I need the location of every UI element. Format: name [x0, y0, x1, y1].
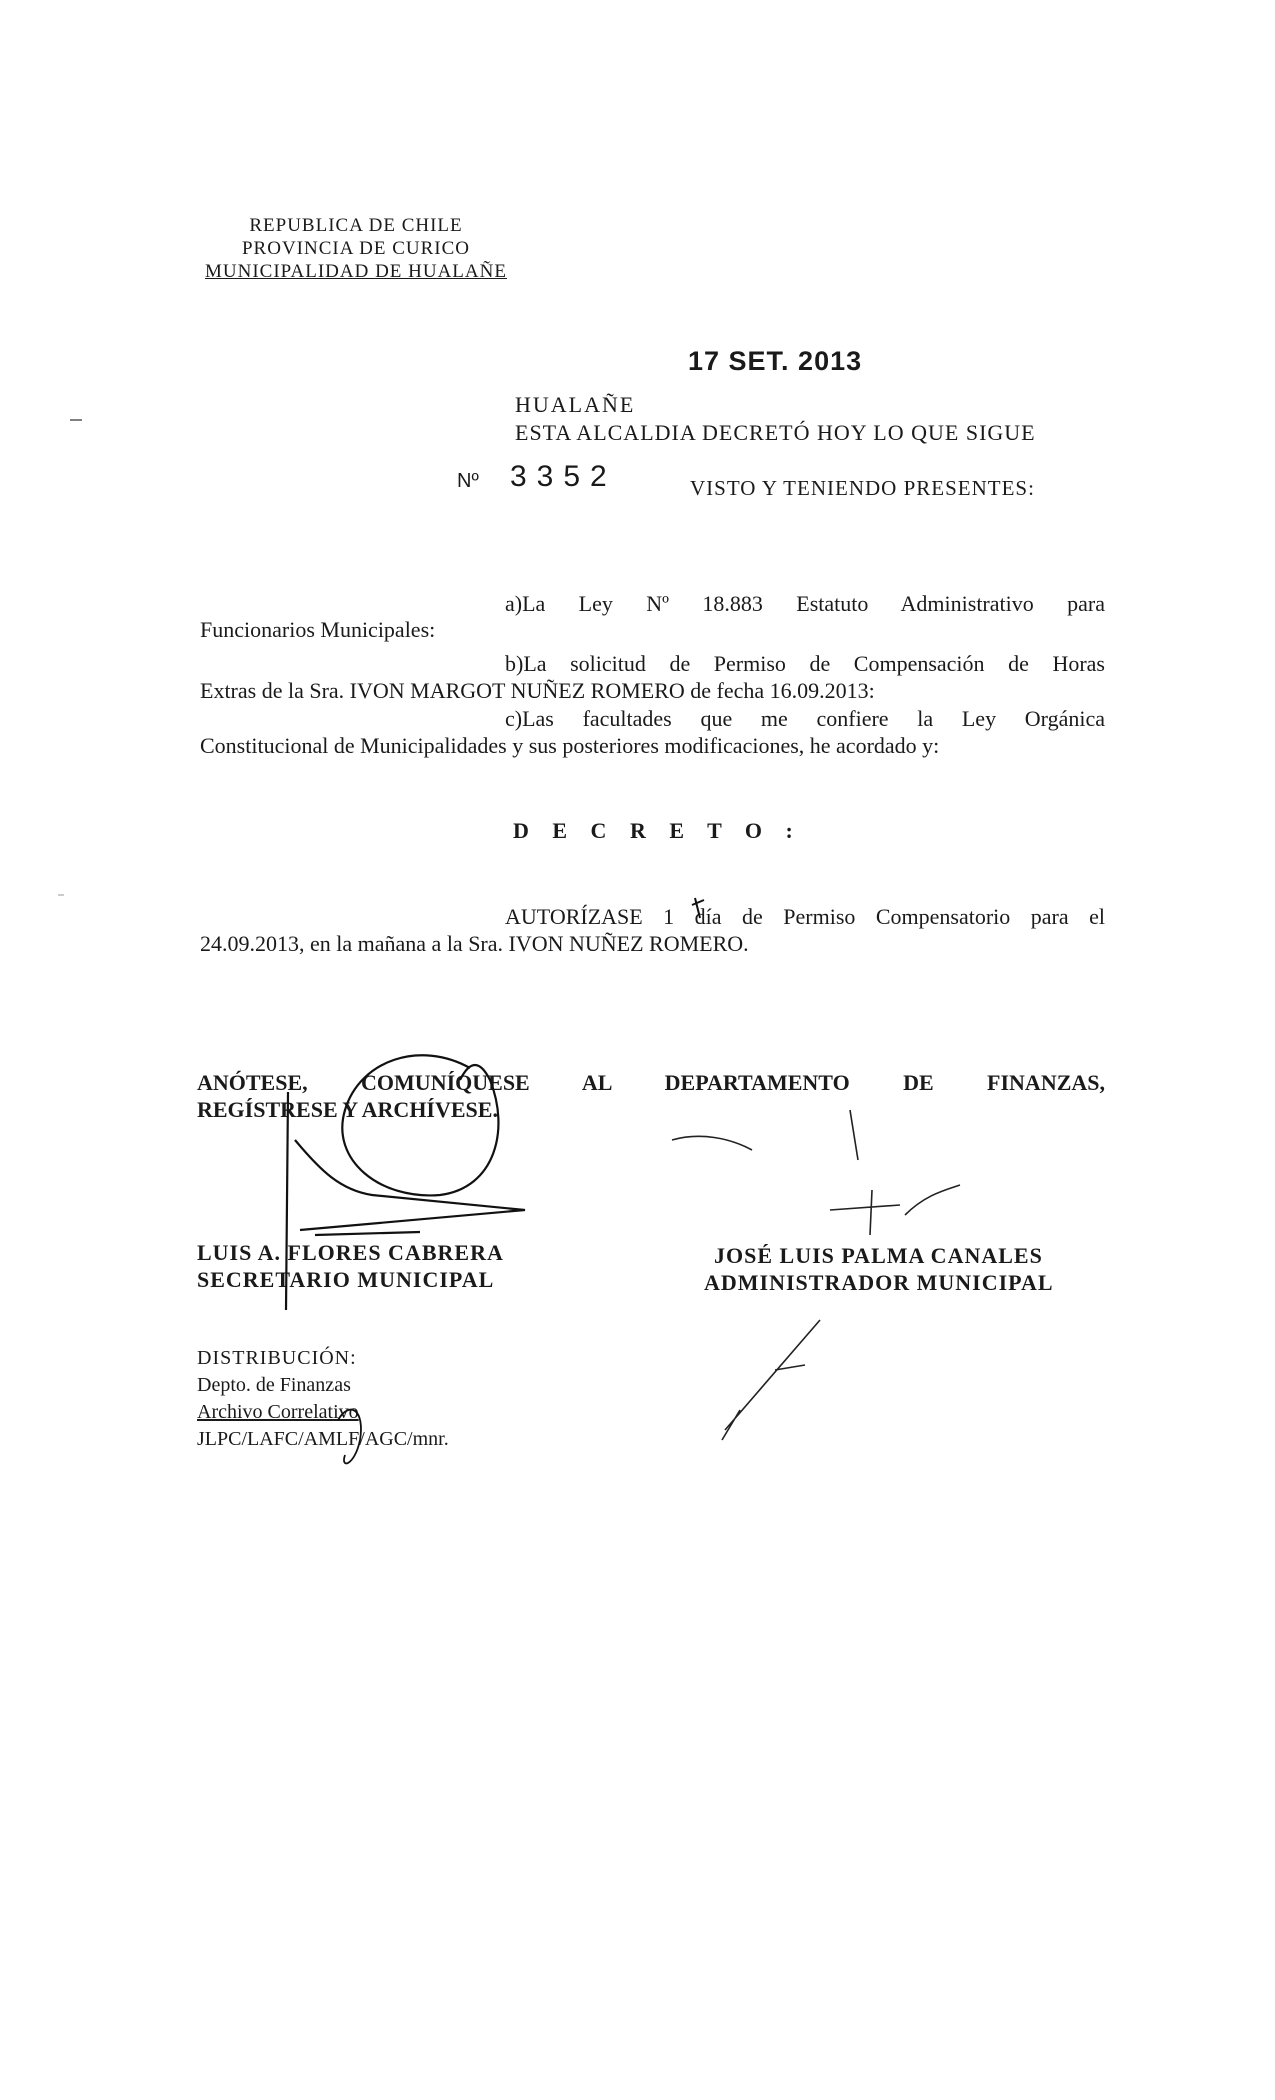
decreto-heading: D E C R E T O :	[513, 818, 802, 843]
consideration-c-end: Constitucional de Municipalidades y sus posteriores modificaciones, he acordado y:	[200, 733, 940, 758]
distribution-heading: DISTRIBUCIÓN:	[197, 1347, 357, 1369]
signatory-2-title: ADMINISTRADOR MUNICIPAL	[704, 1270, 1054, 1295]
resolution-end: 24.09.2013, en la mañana a la Sra. IVON NUÑEZ ROMERO.	[200, 931, 749, 956]
letterhead-municipality: MUNICIPALIDAD DE HUALAÑE	[205, 261, 507, 282]
consideration-a-end: Funcionarios Municipales:	[200, 617, 436, 642]
resolution-start: AUTORÍZASE 1 día de Permiso Compensatorio para el	[505, 904, 1105, 929]
distribution-item-archivo: Archivo Correlativo	[197, 1401, 359, 1423]
letterhead-province: PROVINCIA DE CURICO	[241, 238, 471, 259]
consideration-a-start: a)La Ley Nº 18.883 Estatuto Administrativo para	[505, 591, 1105, 616]
decree-number: 3352	[510, 460, 617, 493]
signatory-1-name: LUIS A. FLORES CABRERA	[197, 1240, 504, 1265]
consideration-b-start: b)La solicitud de Permiso de Compensación de Horas	[505, 651, 1105, 676]
signatory-1-title: SECRETARIO MUNICIPAL	[197, 1267, 495, 1292]
letterhead-republic: REPUBLICA DE CHILE	[249, 215, 463, 236]
intro-line: ESTA ALCALDIA DECRETÓ HOY LO QUE SIGUE	[515, 420, 1036, 445]
consideration-c-start: c)Las facultades que me confiere la Ley Orgánica	[505, 706, 1105, 731]
administrator-signature	[672, 1110, 960, 1440]
distribution-item-finanzas: Depto. de Finanzas	[197, 1374, 351, 1396]
secretary-signature	[286, 1055, 525, 1310]
distribution-initials: JLPC/LAFC/AMLF/AGC/mnr.	[197, 1428, 449, 1450]
handwritten-day-mark	[692, 898, 704, 918]
closing-line-2: REGÍSTRESE Y ARCHÍVESE.	[197, 1097, 498, 1122]
closing-line-1: ANÓTESE, COMUNÍQUESE AL DEPARTAMENTO DE FINANZAS,	[197, 1070, 1105, 1095]
city-name: HUALAÑE	[515, 392, 636, 417]
visto-heading: VISTO Y TENIENDO PRESENTES:	[690, 476, 1035, 500]
decree-number-prefix: Nº	[457, 470, 479, 492]
signatory-2-name: JOSÉ LUIS PALMA CANALES	[714, 1243, 1043, 1268]
consideration-b-end: Extras de la Sra. IVON MARGOT NUÑEZ ROMERO de fecha 16.09.2013:	[200, 678, 875, 703]
date-stamp: 17 SET. 2013	[688, 346, 863, 376]
initials-loop	[338, 1410, 361, 1464]
